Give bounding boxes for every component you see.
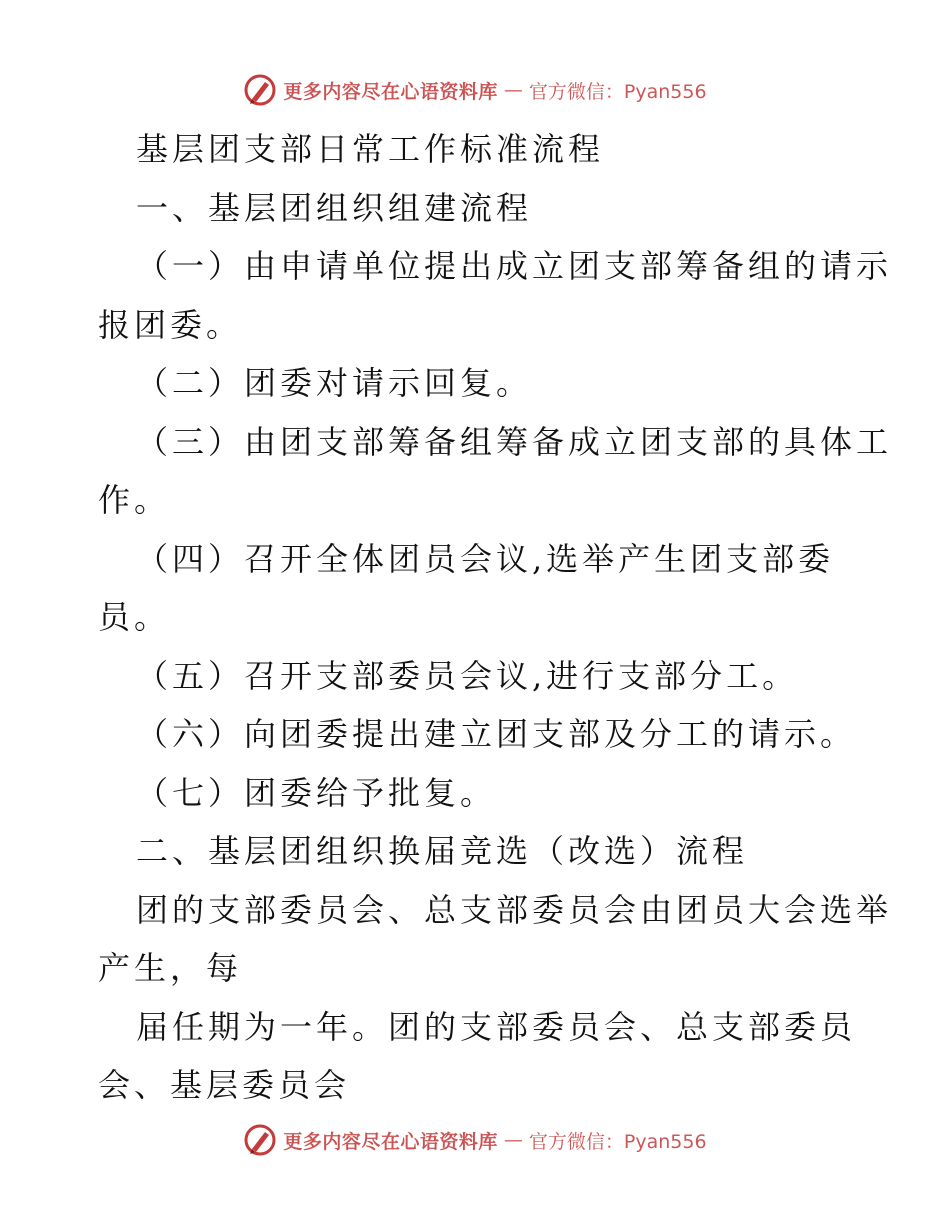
text-line: （四）召开全体团员会议,选举产生团支部委 <box>136 539 835 578</box>
text-line: （三）由团支部筹备组筹备成立团支部的具体工 <box>136 422 893 461</box>
watermark-text: 更多内容尽在心语资料库 <box>283 80 498 103</box>
text-line: 作。 <box>98 481 171 519</box>
watermark-wechat: 官方微信：Pyan556 <box>528 80 707 103</box>
text-line: 员。 <box>98 598 171 636</box>
document-body <box>98 120 893 1115</box>
text-line: （二）团委对请示回复。 <box>136 364 533 402</box>
text-line: （六）向团委提出建立团支部及分工的请示。 <box>136 715 857 753</box>
pen-logo-icon <box>243 73 277 107</box>
watermark-banner-top <box>0 70 950 110</box>
text-line: 一、基层团组织组建流程 <box>136 188 533 227</box>
text-line: 产生，每 <box>98 949 243 987</box>
text-line: 团的支部委员会、总支部委员会由团员大会选举 <box>136 890 893 929</box>
text-line: 报团委。 <box>98 305 243 344</box>
text-line: 基层团支部日常工作标准流程 <box>136 130 605 168</box>
text-line: （一）由申请单位提出成立团支部筹备组的请示 <box>136 247 893 285</box>
watermark-banner-bottom <box>0 1120 950 1160</box>
text-line: （五）召开支部委员会议,进行支部分工。 <box>136 656 799 695</box>
pen-logo-icon <box>243 1123 277 1157</box>
watermark-separator: — <box>503 79 523 101</box>
text-line: 届任期为一年。团的支部委员会、总支部委员 <box>136 1007 857 1046</box>
text-line: 会、基层委员会 <box>98 1066 351 1104</box>
watermark-wechat: 官方微信：Pyan556 <box>528 1130 707 1153</box>
text-line: 二、基层团组织换届竞选（改选）流程 <box>136 832 749 870</box>
text-line: （七）团委给予批复。 <box>136 773 497 812</box>
watermark-text: 更多内容尽在心语资料库 <box>283 1130 498 1153</box>
watermark-separator: — <box>503 1129 523 1151</box>
